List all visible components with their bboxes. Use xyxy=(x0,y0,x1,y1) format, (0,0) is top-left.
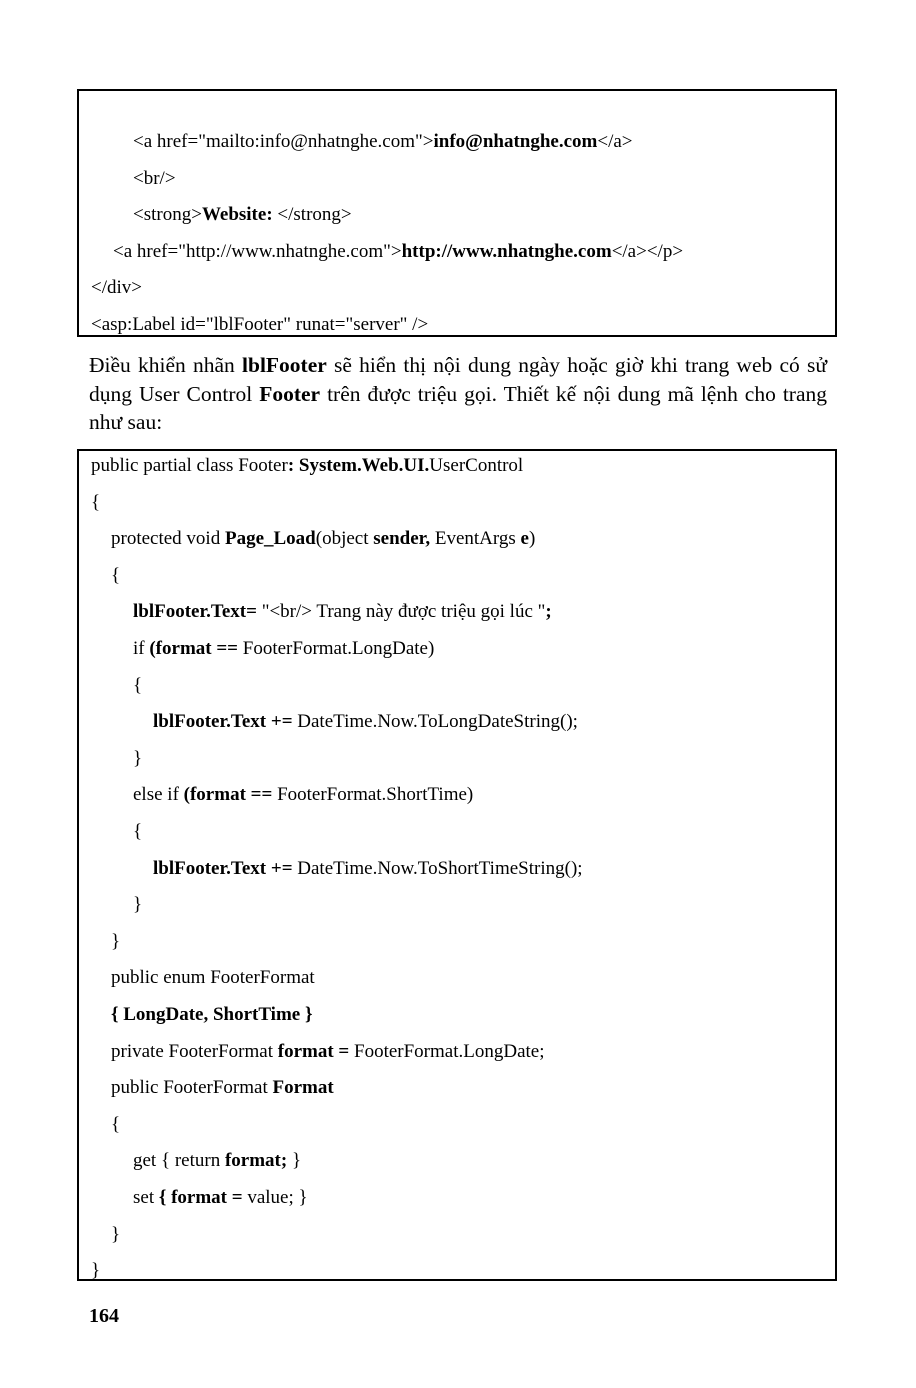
top-code-line xyxy=(91,313,428,337)
main-code-token: private FooterFormat xyxy=(111,1040,278,1062)
top-code-token: Website: xyxy=(201,204,278,225)
main-code-token: "<br/> Trang này được triệu gọi lúc " xyxy=(256,601,546,623)
top-code-token: </a> xyxy=(597,131,633,152)
main-code-token: Page_Load xyxy=(224,528,316,550)
main-code-line xyxy=(111,930,120,954)
main-code-token: lblFooter.Text= xyxy=(133,601,257,623)
main-code-token: format = xyxy=(277,1040,350,1062)
main-code-line xyxy=(133,893,142,917)
main-code-line xyxy=(91,1259,100,1283)
main-code-line xyxy=(133,783,473,807)
main-code-token: public partial class Footer xyxy=(91,455,288,476)
main-code-token: { format = xyxy=(158,1187,243,1208)
page-number: 164 xyxy=(89,1305,119,1327)
top-code-line xyxy=(133,130,633,154)
top-code-token: http://www.nhatnghe.com xyxy=(401,241,612,262)
code-box-main xyxy=(77,449,837,1281)
top-code-token: </strong> xyxy=(277,204,352,225)
main-code-token: FooterFormat.LongDate) xyxy=(238,638,435,659)
main-code-token: (object xyxy=(315,528,374,550)
body-paragraph xyxy=(89,351,827,437)
main-code-line xyxy=(111,1223,120,1247)
top-code-token: <asp:Label id="lblFooter" runat="server" /> xyxy=(91,314,429,335)
top-code-token: </div> xyxy=(91,277,142,298)
main-code-token: lblFooter.Text += xyxy=(153,857,293,879)
top-code-token: <a href="mailto:info@nhatnghe.com"> xyxy=(133,131,434,152)
main-code-token: format; xyxy=(224,1150,292,1172)
main-code-line xyxy=(111,1003,312,1027)
main-code-token: if xyxy=(133,638,150,659)
main-code-line xyxy=(153,857,583,881)
top-code-token: <a href="http://www.nhatnghe.com"> xyxy=(113,241,402,262)
main-code-line xyxy=(111,1076,334,1100)
para-text-1: Điều khiển nhãn xyxy=(89,353,243,377)
main-code-token: { xyxy=(133,821,143,842)
main-code-token: DateTime.Now.ToLongDateString(); xyxy=(292,711,578,733)
top-code-token: <strong> xyxy=(133,204,202,225)
main-code-token: protected void xyxy=(111,528,225,550)
main-code-token: } xyxy=(91,1260,101,1282)
main-code-token: { xyxy=(91,491,101,513)
main-code-line xyxy=(133,674,142,698)
main-code-token: } xyxy=(111,1223,121,1245)
main-code-token: } xyxy=(291,1150,302,1172)
main-code-token: ; xyxy=(545,601,552,623)
main-code-line xyxy=(133,600,552,624)
para-bold-footer: Footer xyxy=(259,381,321,406)
main-code-token: public enum FooterFormat xyxy=(111,967,315,989)
main-code-token: Format xyxy=(272,1077,334,1099)
main-code-token: } xyxy=(111,930,121,952)
main-code-line xyxy=(133,637,434,661)
main-code-token: UserControl xyxy=(429,455,524,476)
top-code-line xyxy=(91,276,142,300)
main-code-line xyxy=(91,491,100,515)
main-code-line xyxy=(111,527,535,551)
main-code-line xyxy=(111,1113,120,1137)
main-code-token: ) xyxy=(528,528,536,550)
main-code-token: lblFooter.Text += xyxy=(153,711,293,733)
top-code-token: <br/> xyxy=(133,168,176,189)
main-code-token: { LongDate, ShortTime } xyxy=(111,1004,313,1025)
top-code-token: info@nhatnghe.com xyxy=(433,131,598,152)
main-code-token: EventArgs xyxy=(430,528,521,550)
para-text-3: trên được triệu gọi. Thiết kế nội dung mã lệnh cho trang như sau: xyxy=(89,381,827,434)
main-code-token: (format == xyxy=(149,638,239,659)
main-code-line xyxy=(133,747,142,771)
top-code-line xyxy=(133,167,176,191)
main-code-token: get { return xyxy=(133,1150,225,1172)
top-code-line xyxy=(113,240,683,264)
main-code-token: } xyxy=(133,747,143,769)
main-code-token: } xyxy=(133,894,143,916)
para-bold-lblfooter: lblFooter xyxy=(242,353,327,377)
main-code-token: FooterFormat.ShortTime) xyxy=(272,784,474,806)
main-code-line xyxy=(153,710,578,734)
top-code-line xyxy=(133,203,352,227)
main-code-token: set xyxy=(133,1187,159,1208)
main-code-line xyxy=(91,454,523,478)
main-code-line xyxy=(111,564,120,588)
main-code-token: : System.Web.UI. xyxy=(287,455,430,476)
main-code-token: value; } xyxy=(242,1187,308,1208)
main-code-token: FooterFormat.LongDate; xyxy=(349,1040,545,1062)
main-code-token: { xyxy=(111,564,121,586)
top-code-token: </a></p> xyxy=(611,241,684,262)
main-code-token: { xyxy=(133,674,143,696)
main-code-line xyxy=(133,1186,308,1210)
code-box-top xyxy=(77,89,837,337)
main-code-token: sender, xyxy=(373,528,431,550)
para-text-2: sẽ hiển thị nội dung ngày hoặc giờ khi trang web có sử dụng User Control xyxy=(89,353,827,406)
main-code-line xyxy=(133,1149,301,1173)
main-code-token: public FooterFormat xyxy=(111,1077,273,1099)
main-code-line xyxy=(133,820,142,844)
main-code-token: DateTime.Now.ToShortTimeString(); xyxy=(292,857,583,879)
main-code-token: e xyxy=(520,528,529,550)
main-code-token: { xyxy=(111,1113,121,1135)
main-code-token: (format == xyxy=(183,784,273,806)
main-code-line xyxy=(111,1040,545,1064)
main-code-line xyxy=(111,966,315,990)
main-code-token: else if xyxy=(133,784,184,806)
